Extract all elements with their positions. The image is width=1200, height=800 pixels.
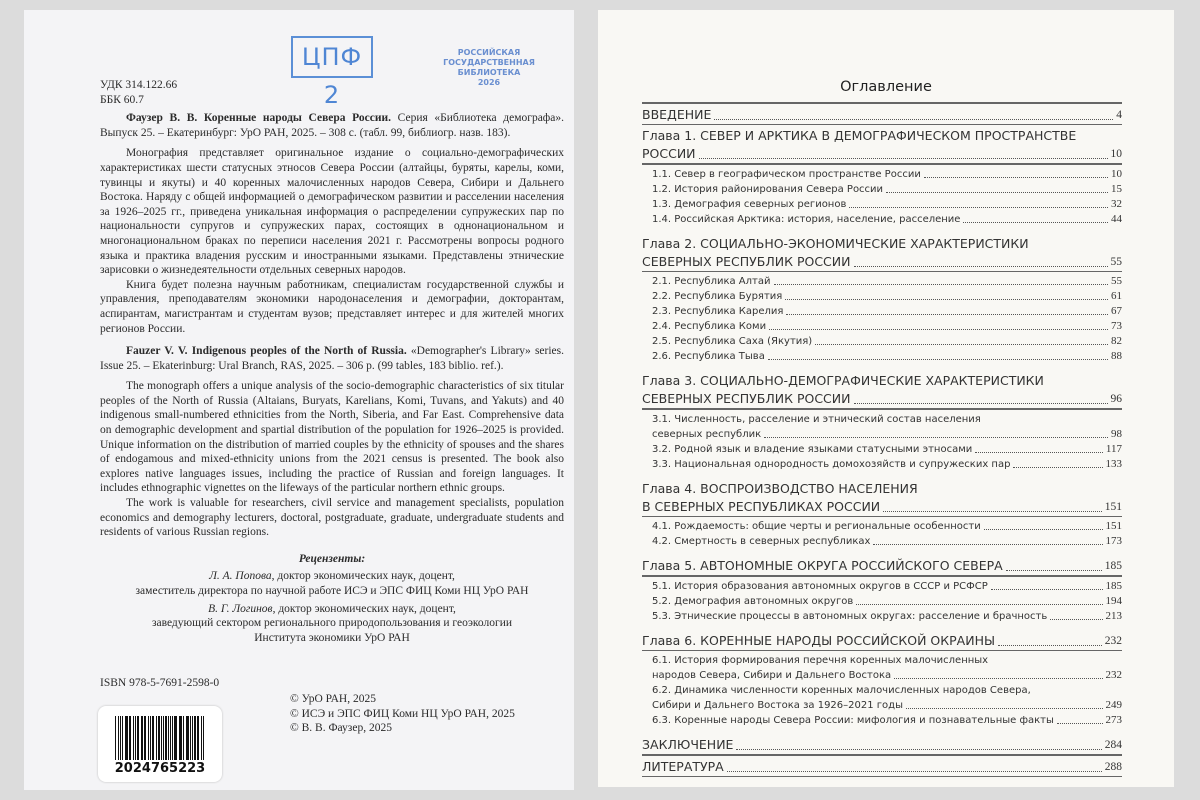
barcode-bar: [203, 716, 204, 760]
leader-dots: [856, 603, 1102, 605]
table-of-contents: [642, 102, 1122, 779]
udk-code: УДК 314.122.66: [100, 79, 178, 91]
toc-entry-label: 2.5. Республика Саха (Якутия): [652, 336, 813, 347]
toc-page-number: 67: [1111, 305, 1122, 317]
barcode-bar: [115, 716, 116, 760]
section-rule: [642, 163, 1122, 165]
toc-entry-section: [642, 212, 1122, 227]
toc-entry-chapter: [642, 145, 1122, 163]
toc-entry-label: Глава 5. АВТОНОМНЫЕ ОКРУГА РОССИЙСКОГО СЕВЕРА: [642, 558, 1003, 573]
chapter-title: Глава 3. СОЦИАЛЬНО-ДЕМОГРАФИЧЕСКИЕ ХАРАКТЕРИСТИКИ: [642, 373, 1044, 388]
toc-entry-chapter: [642, 557, 1122, 575]
toc-page-number: 173: [1105, 535, 1122, 547]
leader-dots: [699, 157, 1108, 159]
toc-page-number: 55: [1110, 255, 1122, 268]
left-page-imprint: [24, 10, 574, 790]
toc-entry-label: 2.2. Республика Бурятия: [652, 291, 783, 302]
toc-entry-section-first-line: 6.2. Динамика численности коренных малочисленных народов Севера,: [652, 685, 1031, 696]
toc-entry-label: 1.4. Российская Арктика: история, население, расселение: [652, 213, 961, 225]
toc-entry-label: СЕВЕРНЫХ РЕСПУБЛИК РОССИИ: [642, 391, 851, 406]
leader-dots: [1057, 722, 1103, 724]
toc-entry-label: 5.3. Этнические процессы в автономных округах: расселение и брачность: [652, 610, 1048, 622]
en-abstract-paragraph: The work is valuable for researchers, civil service and management specialists, population economics and demography lecturers, doctoral, postgraduate, graduate, undergraduate students and residents of various Russian regions.: [100, 497, 564, 539]
reviewers-title: Рецензенты:: [298, 552, 366, 565]
toc-entry-label: ЛИТЕРАТУРА: [642, 758, 724, 774]
leader-dots: [854, 402, 1108, 404]
toc-entry-section: [642, 427, 1122, 442]
barcode-bar: [163, 716, 164, 760]
barcode-bar: [148, 716, 149, 760]
leader-dots: [714, 118, 1113, 120]
toc-entry-label: 1.1. Север в географическом пространстве России: [652, 168, 921, 180]
barcode-bar: [197, 716, 198, 760]
toc-entry-section: [642, 713, 1122, 728]
toc-entry-label: 4.2. Смертность в северных республиках: [652, 536, 871, 547]
toc-entry-label: Глава 6. КОРЕННЫЕ НАРОДЫ РОССИЙСКОЙ ОКРАИНЫ: [642, 632, 995, 648]
toc-title: Оглавление: [840, 79, 932, 95]
barcode-bar: [152, 716, 153, 760]
section-rule: [642, 516, 1122, 518]
barcode-bar: [192, 716, 193, 760]
classification-codes: [100, 78, 564, 107]
toc-entry-introduction: [642, 106, 1122, 124]
chapter-title: Глава 1. СЕВЕР И АРКТИКА В ДЕМОГРАФИЧЕСКОМ ПРОСТРАНСТВЕ: [642, 128, 1077, 143]
toc-entry-section: [642, 319, 1122, 334]
right-page-toc: [598, 10, 1174, 787]
bbk-code: ББК 60.7: [100, 93, 144, 106]
reviewer: [100, 602, 564, 646]
toc-page-number: 96: [1110, 393, 1122, 405]
toc-entry-label: 2.1. Республика Алтай: [652, 276, 771, 287]
toc-entry-label: северных республик: [652, 428, 762, 440]
toc-entry-label: ВВЕДЕНИЕ: [642, 106, 712, 122]
toc-entry-chapter: [642, 498, 1122, 516]
barcode-bar: [190, 716, 191, 760]
barcode-bar: [158, 716, 160, 760]
barcode-bar: [133, 716, 134, 760]
reviewer-position: заведующий сектором регионального природопользования и геоэкологии: [151, 617, 513, 630]
leader-dots: [786, 313, 1108, 315]
toc-page-number: 61: [1111, 290, 1122, 302]
toc-entry-label: ЗАКЛЮЧЕНИЕ: [642, 737, 734, 752]
reviewer-degree: , доктор экономических наук, доцент,: [272, 602, 456, 615]
toc-page-number: 151: [1104, 500, 1122, 513]
leader-dots: [998, 644, 1102, 646]
toc-entry-label: 1.3. Демография северных регионов: [652, 198, 847, 210]
leader-dots: [873, 543, 1102, 545]
barcode-bar: [183, 716, 184, 760]
toc-page-number: 82: [1111, 335, 1122, 347]
toc-entry-section: [642, 182, 1122, 197]
toc-page-number: 284: [1104, 739, 1122, 751]
copyright-line: © В. В. Фаузер, 2025: [290, 722, 392, 735]
section-rule: [642, 124, 1122, 126]
reviewer-position: заместитель директора по научной работе ИСЭ и ЭПС ФИЦ Коми НЦ УрО РАН: [135, 585, 529, 597]
section-rule: [642, 650, 1122, 652]
section-rule: [642, 776, 1122, 778]
chapter-title: Глава 2. СОЦИАЛЬНО-ЭКОНОМИЧЕСКИЕ ХАРАКТЕРИСТИКИ: [642, 235, 1029, 251]
toc-page-number: 288: [1104, 760, 1122, 773]
barcode-bar: [122, 716, 123, 760]
barcode-bar: [137, 716, 139, 760]
ru-abstract: [100, 146, 564, 336]
toc-entry-label: народов Севера, Сибири и Дальнего Востока: [652, 670, 892, 681]
library-stamp-year: 2026: [477, 78, 501, 87]
barcode-bar: [150, 716, 151, 760]
barcode-bar: [165, 716, 166, 760]
barcode-bar: [201, 716, 202, 760]
library-stamp-line: ГОСУДАРСТВЕННАЯ: [443, 58, 535, 67]
ru-citation-details: Серия «Библиотека демографа». Выпуск 25. – Екатеринбург: УрО РАН, 2025. – 308 с. (табл. 99, библиогр. назв. 183).: [100, 112, 564, 139]
barcode-bar: [145, 716, 146, 760]
barcode-bar: [174, 716, 176, 760]
toc-page-number: 185: [1104, 560, 1122, 572]
library-stamp-line: РОССИЙСКАЯ: [457, 48, 521, 57]
toc-page-number: 194: [1105, 594, 1122, 607]
leader-dots: [1013, 466, 1102, 468]
toc-entry-label: 2.6. Республика Тыва: [652, 351, 765, 362]
toc-entry-chapter: [642, 390, 1122, 408]
ru-abstract-paragraph: Книга будет полезна научным работникам, специалистам государственной службы и управления, преподавателям экономики народонаселения и демографии, докторантам, аспирантам, магистрантам и студентам вузов; представляет интерес и для жителей многих регионов России.: [100, 278, 564, 335]
barcode-bar: [156, 716, 157, 760]
en-citation: [100, 344, 564, 373]
section-rule: [642, 408, 1122, 410]
toc-entry-label: СЕВЕРНЫХ РЕСПУБЛИК РОССИИ: [642, 253, 851, 269]
toc-entry-section-first-line: 3.1. Численность, расселение и этнический состав населения: [652, 413, 981, 425]
barcode-bar: [120, 716, 121, 760]
toc-entry-section: [642, 304, 1122, 319]
toc-entry-section: [642, 197, 1122, 212]
leader-dots: [785, 298, 1108, 300]
copyrights: [290, 692, 515, 736]
toc-page-number: 98: [1111, 427, 1122, 440]
section-rule: [642, 102, 1122, 104]
toc-entry-section-first-line: 6.1. История формирования перечня коренных малочисленных: [652, 655, 989, 666]
toc-entry-section: [642, 534, 1122, 549]
en-abstract-paragraph: The monograph offers a unique analysis of the socio-demographic characteristics of six titular peoples of the North of Russia (Altaians, Buryats, Karelians, Komi, Tuvans, and Yakuts) and 40 indigenous small-numbered ethnicities from the North, Siberia, and Far East. Comprehensive data on demographic development and spartial distribution of the population for 1926–2025 is provided. Unique information on the distribution of married couples by the ethnicity of spouses and the shares of endogamous and mixed-ethnicity unions from the 2021 census is presented. The book also explores native languages issues, including the practice of Russian and foreign languages. It includes ethnographic vignettes on the lifeways of the particular northern ethnic groups.: [100, 380, 564, 495]
chapter-title: Глава 4. ВОСПРОИЗВОДСТВО НАСЕЛЕНИЯ: [642, 480, 918, 496]
toc-entry-label: 2.4. Республика Коми: [652, 321, 767, 332]
toc-page-number: 10: [1110, 148, 1122, 160]
toc-entry-label: В СЕВЕРНЫХ РЕСПУБЛИКАХ РОССИИ: [642, 498, 881, 514]
ru-citation-title: Фаузер В. В. Коренные народы Севера России.: [126, 112, 392, 125]
toc-page-number: 32: [1111, 197, 1122, 210]
toc-entry-section: [642, 609, 1122, 624]
toc-page-number: 55: [1111, 275, 1122, 287]
barcode-bar: [141, 716, 142, 760]
barcode-number: 2024765223: [114, 761, 206, 776]
toc-entry-label: 5.1. История образования автономных округов в СССР и РСФСР: [652, 580, 988, 592]
toc-entry-conclusion: [642, 736, 1122, 754]
copyright-line: © УрО РАН, 2025: [290, 693, 376, 705]
leader-dots: [894, 677, 1102, 679]
barcode-bar: [118, 716, 119, 760]
isbn: ISBN 978-5-7691-2598-0: [100, 677, 220, 689]
toc-page-number: 213: [1105, 609, 1122, 622]
toc-entry-section: [642, 289, 1122, 304]
ru-abstract-paragraph: Монография представляет оригинальное издание о социально-демографических характеристиках шести статусных этносов Севера России (алтайцы, буряты, карелы, коми, тувинцы и якуты) и 40 коренных малочисленных народов Севера, Сибири и Дальнего Востока. Наряду с общей информацией о демографическом развитии и расселении населения за 1926–2025 гг., приведена уникальная информация о распределении супружеских пар по национальности супругов и супружеских парах, состоящих в однонациональном и многонациональном браках по переписи населения 2021 г. Рассмотрены вопросы родного языка и практика владения русским и иностранными языками. Представлены этнические зарисовки о жизнедеятельности отдельных северных народов.: [100, 147, 564, 277]
copyright-line: © ИСЭ и ЭПС ФИЦ Коми НЦ УрО РАН, 2025: [290, 707, 515, 720]
barcode-bar: [179, 716, 180, 760]
leader-dots: [774, 283, 1109, 285]
cpf-stamp: ЦПФ 2: [291, 36, 373, 78]
toc-entry-label: 4.1. Рождаемость: общие черты и региональные особенности: [652, 521, 981, 532]
barcode-bar: [187, 716, 188, 760]
leader-dots: [963, 221, 1108, 223]
toc-entry-label: 5.2. Демография автономных округов: [652, 595, 854, 607]
toc-page-number: 44: [1111, 212, 1122, 225]
leader-dots: [815, 343, 1108, 345]
reviewer-name: В. Г. Логинов: [208, 602, 273, 615]
toc-page-number: 88: [1111, 350, 1122, 362]
toc-entry-section: [642, 519, 1122, 534]
toc-entry-label: 3.3. Национальная однородность домохозяйств и супружеских пар: [652, 458, 1011, 470]
leader-dots: [1050, 618, 1102, 620]
barcode-bar: [186, 716, 187, 760]
leader-dots: [769, 328, 1108, 330]
en-abstract: [100, 379, 564, 540]
toc-entry-label: 3.2. Родной язык и владение языками статусными этносами: [652, 443, 973, 455]
toc-entry-section: [642, 579, 1122, 594]
barcode-sticker: [98, 706, 222, 782]
barcode-bar: [172, 716, 173, 760]
leader-dots: [984, 528, 1103, 530]
reviewer-degree: , доктор экономических наук, доцент,: [271, 570, 455, 583]
toc-entry-section: [642, 442, 1122, 457]
leader-dots: [975, 451, 1103, 453]
leader-dots: [991, 588, 1103, 590]
leader-dots: [883, 510, 1102, 512]
leader-dots: [764, 436, 1108, 438]
reviewer-institute: Института экономики УрО РАН: [254, 631, 410, 644]
leader-dots: [727, 770, 1102, 772]
toc-page-number: 273: [1105, 714, 1122, 726]
toc-page-number: 4: [1116, 108, 1122, 121]
leader-dots: [906, 707, 1103, 709]
toc-page-number: 133: [1105, 457, 1122, 470]
toc-entry-chapter: [642, 632, 1122, 650]
toc-page-number: 249: [1105, 699, 1122, 711]
toc-page-number: 73: [1111, 320, 1122, 332]
toc-entry-section: [642, 668, 1122, 683]
toc-page-number: 232: [1104, 634, 1122, 647]
barcode-bar: [144, 716, 145, 760]
toc-entry-section: [642, 349, 1122, 364]
toc-entry-chapter: [642, 253, 1122, 271]
toc-entry-section: [642, 167, 1122, 182]
toc-page-number: 232: [1105, 669, 1122, 681]
barcode-bar: [170, 716, 171, 760]
barcode-bar: [194, 716, 196, 760]
section-rule: [642, 575, 1122, 577]
imprint-footer: [98, 676, 568, 786]
leader-dots: [768, 358, 1108, 360]
reviewers: [100, 552, 564, 646]
leader-dots: [854, 265, 1108, 267]
toc-entry-label: 2.3. Республика Карелия: [652, 306, 784, 317]
reviewer-name: Л. А. Попова: [209, 570, 272, 583]
section-rule: [642, 271, 1122, 273]
leader-dots: [736, 748, 1101, 750]
leader-dots: [886, 191, 1108, 193]
toc-entry-label: РОССИИ: [642, 146, 696, 161]
toc-page-number: 10: [1111, 167, 1122, 180]
barcode-bar: [129, 716, 130, 760]
toc-page-number: 117: [1105, 442, 1122, 455]
ru-citation: [100, 111, 564, 140]
leader-dots: [849, 206, 1108, 208]
en-citation-title: Fauzer V. V. Indigenous peoples of the North of Russia.: [126, 345, 407, 358]
barcode-bar: [161, 716, 162, 760]
barcode-icon: [115, 716, 205, 760]
barcode-bar: [135, 716, 136, 760]
library-stamp-line: БИБЛИОТЕКА: [457, 68, 521, 77]
toc-entry-section: [642, 274, 1122, 289]
imprint-text-column: [100, 78, 564, 648]
leader-dots: [924, 176, 1108, 178]
toc-entry-section: [642, 334, 1122, 349]
toc-entry-section: [642, 457, 1122, 472]
toc-entry-label: 6.3. Коренные народы Севера России: мифология и познавательные факты: [652, 715, 1054, 726]
toc-entry-label: 1.2. История районирования Севера России: [652, 183, 884, 195]
leader-dots: [1006, 569, 1102, 571]
section-rule: [642, 754, 1122, 756]
en-citation-details: «Demographer's Library» series. Issue 25. – Ekaterinburg: Ural Branch, RAS, 2025. – 306 p. (99 tables, 183 biblio. ref.).: [100, 345, 565, 372]
barcode-bar: [130, 716, 131, 760]
toc-entry-label: Сибири и Дальнего Востока за 1926–2021 годы: [652, 700, 903, 711]
barcode-bar: [125, 716, 127, 760]
toc-page-number: 15: [1111, 182, 1122, 195]
barcode-bar: [180, 716, 181, 760]
barcode-bar: [168, 716, 169, 760]
toc-entry-literature: [642, 758, 1122, 776]
toc-page-number: 151: [1105, 520, 1122, 532]
toc-entry-section: [642, 698, 1122, 713]
toc-entry-section: [642, 594, 1122, 609]
toc-page-number: 185: [1105, 579, 1122, 592]
reviewer: [100, 569, 564, 598]
